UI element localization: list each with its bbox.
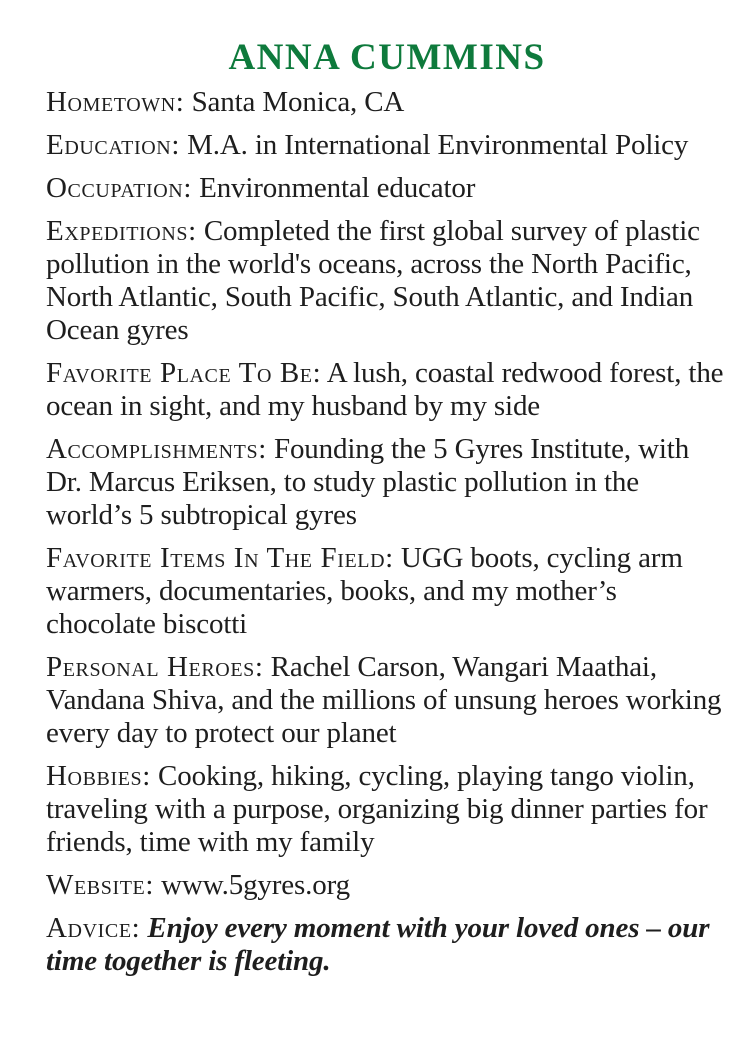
personal-heroes-label: Personal Heroes:: [46, 651, 264, 683]
occupation-value: Environmental educator: [199, 172, 476, 204]
hobbies-value: Cooking, hiking, cycling, playing tango violin, traveling with a purpose, organizing big dinner parties for friends, time with my family: [46, 760, 708, 858]
advice-label: Advice:: [46, 912, 141, 944]
favorite-place-label: Favorite Place To Be:: [46, 357, 322, 389]
expeditions-entry: [46, 215, 726, 347]
expeditions-label: Expeditions:: [46, 215, 197, 247]
expeditions-value: Completed the first global survey of plastic pollution in the world's oceans, across the North Pacific, North Atlantic, South Pacific, South Atlantic, and Indian Ocean gyres: [46, 215, 700, 346]
profile-card: [46, 36, 726, 988]
hometown-entry: [46, 86, 726, 119]
favorite-place-entry: [46, 357, 726, 423]
advice-entry: [46, 912, 726, 978]
favorite-items-entry: [46, 542, 726, 641]
education-label: Education:: [46, 129, 180, 161]
website-entry: [46, 869, 726, 902]
personal-heroes-entry: [46, 651, 726, 750]
occupation-entry: [46, 172, 726, 205]
favorite-items-value: UGG boots, cycling arm warmers, documentaries, books, and my mother’s chocolate biscotti: [46, 542, 683, 640]
education-entry: [46, 129, 726, 162]
accomplishments-value: Founding the 5 Gyres Institute, with Dr. Marcus Eriksen, to study plastic pollution in the world’s 5 subtropical gyres: [46, 433, 690, 531]
website-value: www.5gyres.org: [161, 869, 350, 901]
accomplishments-label: Accomplishments:: [46, 433, 267, 465]
advice-value: Enjoy every moment with your loved ones – our time together is fleeting.: [46, 912, 710, 977]
personal-heroes-value: Rachel Carson, Wangari Maathai, Vandana Shiva, and the millions of unsung heroes working every day to protect our planet: [46, 651, 722, 749]
hobbies-entry: [46, 760, 726, 859]
favorite-place-value: A lush, coastal redwood forest, the ocean in sight, and my husband by my side: [46, 357, 724, 422]
accomplishments-entry: [46, 433, 726, 532]
education-value: M.A. in International Environmental Policy: [187, 129, 689, 161]
favorite-items-label: Favorite Items In The Field:: [46, 542, 394, 574]
website-label: Website:: [46, 869, 155, 901]
occupation-label: Occupation:: [46, 172, 193, 204]
hometown-label: Hometown:: [46, 86, 185, 118]
hobbies-label: Hobbies:: [46, 760, 151, 792]
profile-name: ANNA CUMMINS: [228, 37, 546, 78]
hometown-value: Santa Monica, CA: [191, 86, 405, 118]
